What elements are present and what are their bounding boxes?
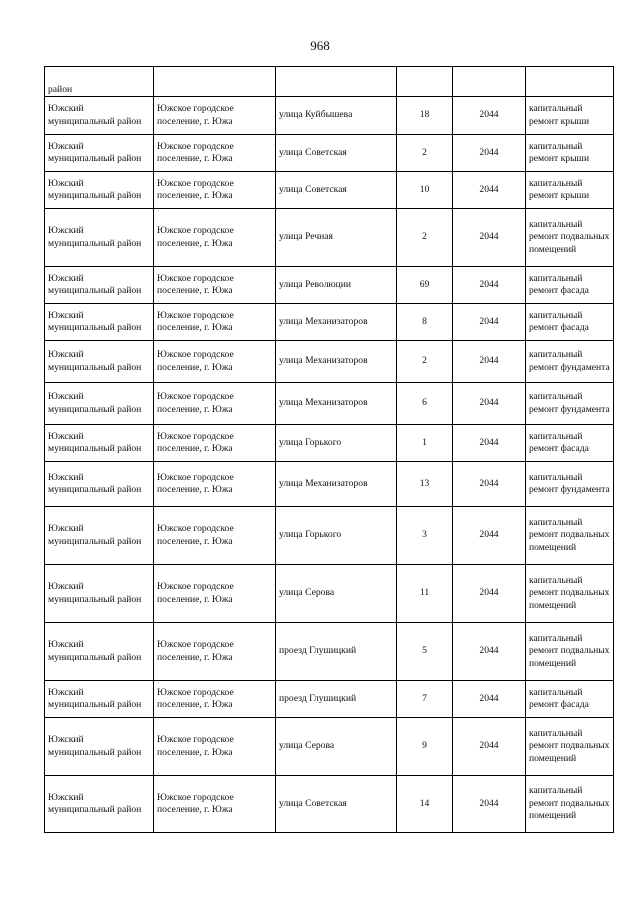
cell-work-type: капитальный ремонт фасада — [526, 681, 614, 718]
cell-street: улица Советская — [276, 135, 397, 172]
cell-house-number: 1 — [397, 425, 453, 462]
table-row — [45, 341, 614, 383]
cell-settlement: Южское городское поселение, г. Южа — [154, 565, 276, 623]
cell-house-number: 69 — [397, 267, 453, 304]
cell-year: 2044 — [453, 681, 526, 718]
cell-house-number: 5 — [397, 623, 453, 681]
repair-schedule-table — [44, 66, 614, 833]
cell-work-type: капитальный ремонт подвальных помещений — [526, 209, 614, 267]
cell-street — [276, 67, 397, 97]
cell-year: 2044 — [453, 425, 526, 462]
cell-street: улица Советская — [276, 172, 397, 209]
cell-settlement: Южское городское поселение, г. Южа — [154, 776, 276, 833]
cell-region: Южский муниципальный район — [45, 623, 154, 681]
cell-work-type: капитальный ремонт фасада — [526, 304, 614, 341]
cell-settlement: Южское городское поселение, г. Южа — [154, 172, 276, 209]
cell-work-type: капитальный ремонт крыши — [526, 97, 614, 135]
cell-house-number: 2 — [397, 341, 453, 383]
cell-work-type: капитальный ремонт подвальных помещений — [526, 718, 614, 776]
cell-street: улица Механизаторов — [276, 383, 397, 425]
cell-work-type: капитальный ремонт фундамента — [526, 462, 614, 507]
cell-region: Южский муниципальный район — [45, 507, 154, 565]
cell-region: Южский муниципальный район — [45, 304, 154, 341]
table-row — [45, 681, 614, 718]
table-row — [45, 776, 614, 833]
cell-house-number: 11 — [397, 565, 453, 623]
cell-year — [453, 67, 526, 97]
cell-settlement: Южское городское поселение, г. Южа — [154, 718, 276, 776]
cell-year: 2044 — [453, 718, 526, 776]
cell-settlement: Южское городское поселение, г. Южа — [154, 623, 276, 681]
cell-work-type: капитальный ремонт подвальных помещений — [526, 623, 614, 681]
cell-year: 2044 — [453, 776, 526, 833]
cell-region: Южский муниципальный район — [45, 267, 154, 304]
table-row — [45, 383, 614, 425]
cell-settlement: Южское городское поселение, г. Южа — [154, 681, 276, 718]
cell-region: Южский муниципальный район — [45, 172, 154, 209]
cell-work-type: капитальный ремонт подвальных помещений — [526, 776, 614, 833]
table-row — [45, 718, 614, 776]
table-row — [45, 462, 614, 507]
cell-house-number: 6 — [397, 383, 453, 425]
cell-year: 2044 — [453, 172, 526, 209]
cell-street: улица Куйбышева — [276, 97, 397, 135]
cell-settlement: Южское городское поселение, г. Южа — [154, 97, 276, 135]
table-row — [45, 304, 614, 341]
cell-year: 2044 — [453, 565, 526, 623]
cell-year: 2044 — [453, 135, 526, 172]
table-row — [45, 135, 614, 172]
page-number: 968 — [310, 38, 330, 53]
cell-year: 2044 — [453, 462, 526, 507]
cell-house-number: 3 — [397, 507, 453, 565]
cell-street: проезд Глушицкий — [276, 623, 397, 681]
cell-work-type: капитальный ремонт подвальных помещений — [526, 565, 614, 623]
table-row — [45, 209, 614, 267]
cell-settlement: Южское городское поселение, г. Южа — [154, 135, 276, 172]
cell-work-type: капитальный ремонт крыши — [526, 135, 614, 172]
cell-year: 2044 — [453, 304, 526, 341]
cell-house-number: 10 — [397, 172, 453, 209]
cell-house-number: 14 — [397, 776, 453, 833]
cell-settlement: Южское городское поселение, г. Южа — [154, 462, 276, 507]
cell-house-number: 8 — [397, 304, 453, 341]
table-row — [45, 425, 614, 462]
table-row — [45, 97, 614, 135]
cell-settlement: Южское городское поселение, г. Южа — [154, 425, 276, 462]
table-row — [45, 267, 614, 304]
cell-work — [526, 67, 614, 97]
cell-settlement — [154, 67, 276, 97]
cell-region: Южский муниципальный район — [45, 681, 154, 718]
cell-street: улица Серова — [276, 718, 397, 776]
table-body — [45, 67, 614, 833]
cell-settlement: Южское городское поселение, г. Южа — [154, 209, 276, 267]
cell-work-type: капитальный ремонт фасада — [526, 425, 614, 462]
cell-settlement: Южское городское поселение, г. Южа — [154, 267, 276, 304]
cell-year: 2044 — [453, 383, 526, 425]
cell-region: Южский муниципальный район — [45, 776, 154, 833]
cell-region: Южский муниципальный район — [45, 718, 154, 776]
cell-settlement: Южское городское поселение, г. Южа — [154, 507, 276, 565]
cell-region: Южский муниципальный район — [45, 462, 154, 507]
cell-work-type: капитальный ремонт подвальных помещений — [526, 507, 614, 565]
cell-region: Южский муниципальный район — [45, 97, 154, 135]
cell-region: Южский муниципальный район — [45, 209, 154, 267]
cell-house-number: 18 — [397, 97, 453, 135]
cell-region: Южский муниципальный район — [45, 135, 154, 172]
table-row — [45, 623, 614, 681]
cell-region: район — [45, 67, 154, 97]
cell-work-type: капитальный ремонт фундамента — [526, 341, 614, 383]
cell-house-number: 9 — [397, 718, 453, 776]
table-row — [45, 507, 614, 565]
cell-year: 2044 — [453, 267, 526, 304]
cell-street: проезд Глушицкий — [276, 681, 397, 718]
cell-year: 2044 — [453, 507, 526, 565]
cell-settlement: Южское городское поселение, г. Южа — [154, 383, 276, 425]
cell-house-number: 2 — [397, 135, 453, 172]
cell-house — [397, 67, 453, 97]
table-row — [45, 565, 614, 623]
cell-year: 2044 — [453, 341, 526, 383]
cell-street: улица Речная — [276, 209, 397, 267]
cell-work-type: капитальный ремонт крыши — [526, 172, 614, 209]
cell-region: Южский муниципальный район — [45, 383, 154, 425]
cell-house-number: 13 — [397, 462, 453, 507]
cell-street: улица Серова — [276, 565, 397, 623]
cell-street: улица Революции — [276, 267, 397, 304]
cell-settlement: Южское городское поселение, г. Южа — [154, 341, 276, 383]
cell-house-number: 2 — [397, 209, 453, 267]
cell-region: Южский муниципальный район — [45, 565, 154, 623]
cell-work-type: капитальный ремонт фасада — [526, 267, 614, 304]
cell-region: Южский муниципальный район — [45, 425, 154, 462]
cell-street: улица Механизаторов — [276, 341, 397, 383]
cell-street: улица Советская — [276, 776, 397, 833]
cell-region: Южский муниципальный район — [45, 341, 154, 383]
cell-street: улица Механизаторов — [276, 462, 397, 507]
cell-settlement: Южское городское поселение, г. Южа — [154, 304, 276, 341]
cell-year: 2044 — [453, 209, 526, 267]
table-row-continued — [45, 67, 614, 97]
cell-work-type: капитальный ремонт фундамента — [526, 383, 614, 425]
cell-year: 2044 — [453, 97, 526, 135]
cell-house-number: 7 — [397, 681, 453, 718]
cell-year: 2044 — [453, 623, 526, 681]
table-row — [45, 172, 614, 209]
cell-street: улица Механизаторов — [276, 304, 397, 341]
cell-street: улица Горького — [276, 507, 397, 565]
cell-street: улица Горького — [276, 425, 397, 462]
